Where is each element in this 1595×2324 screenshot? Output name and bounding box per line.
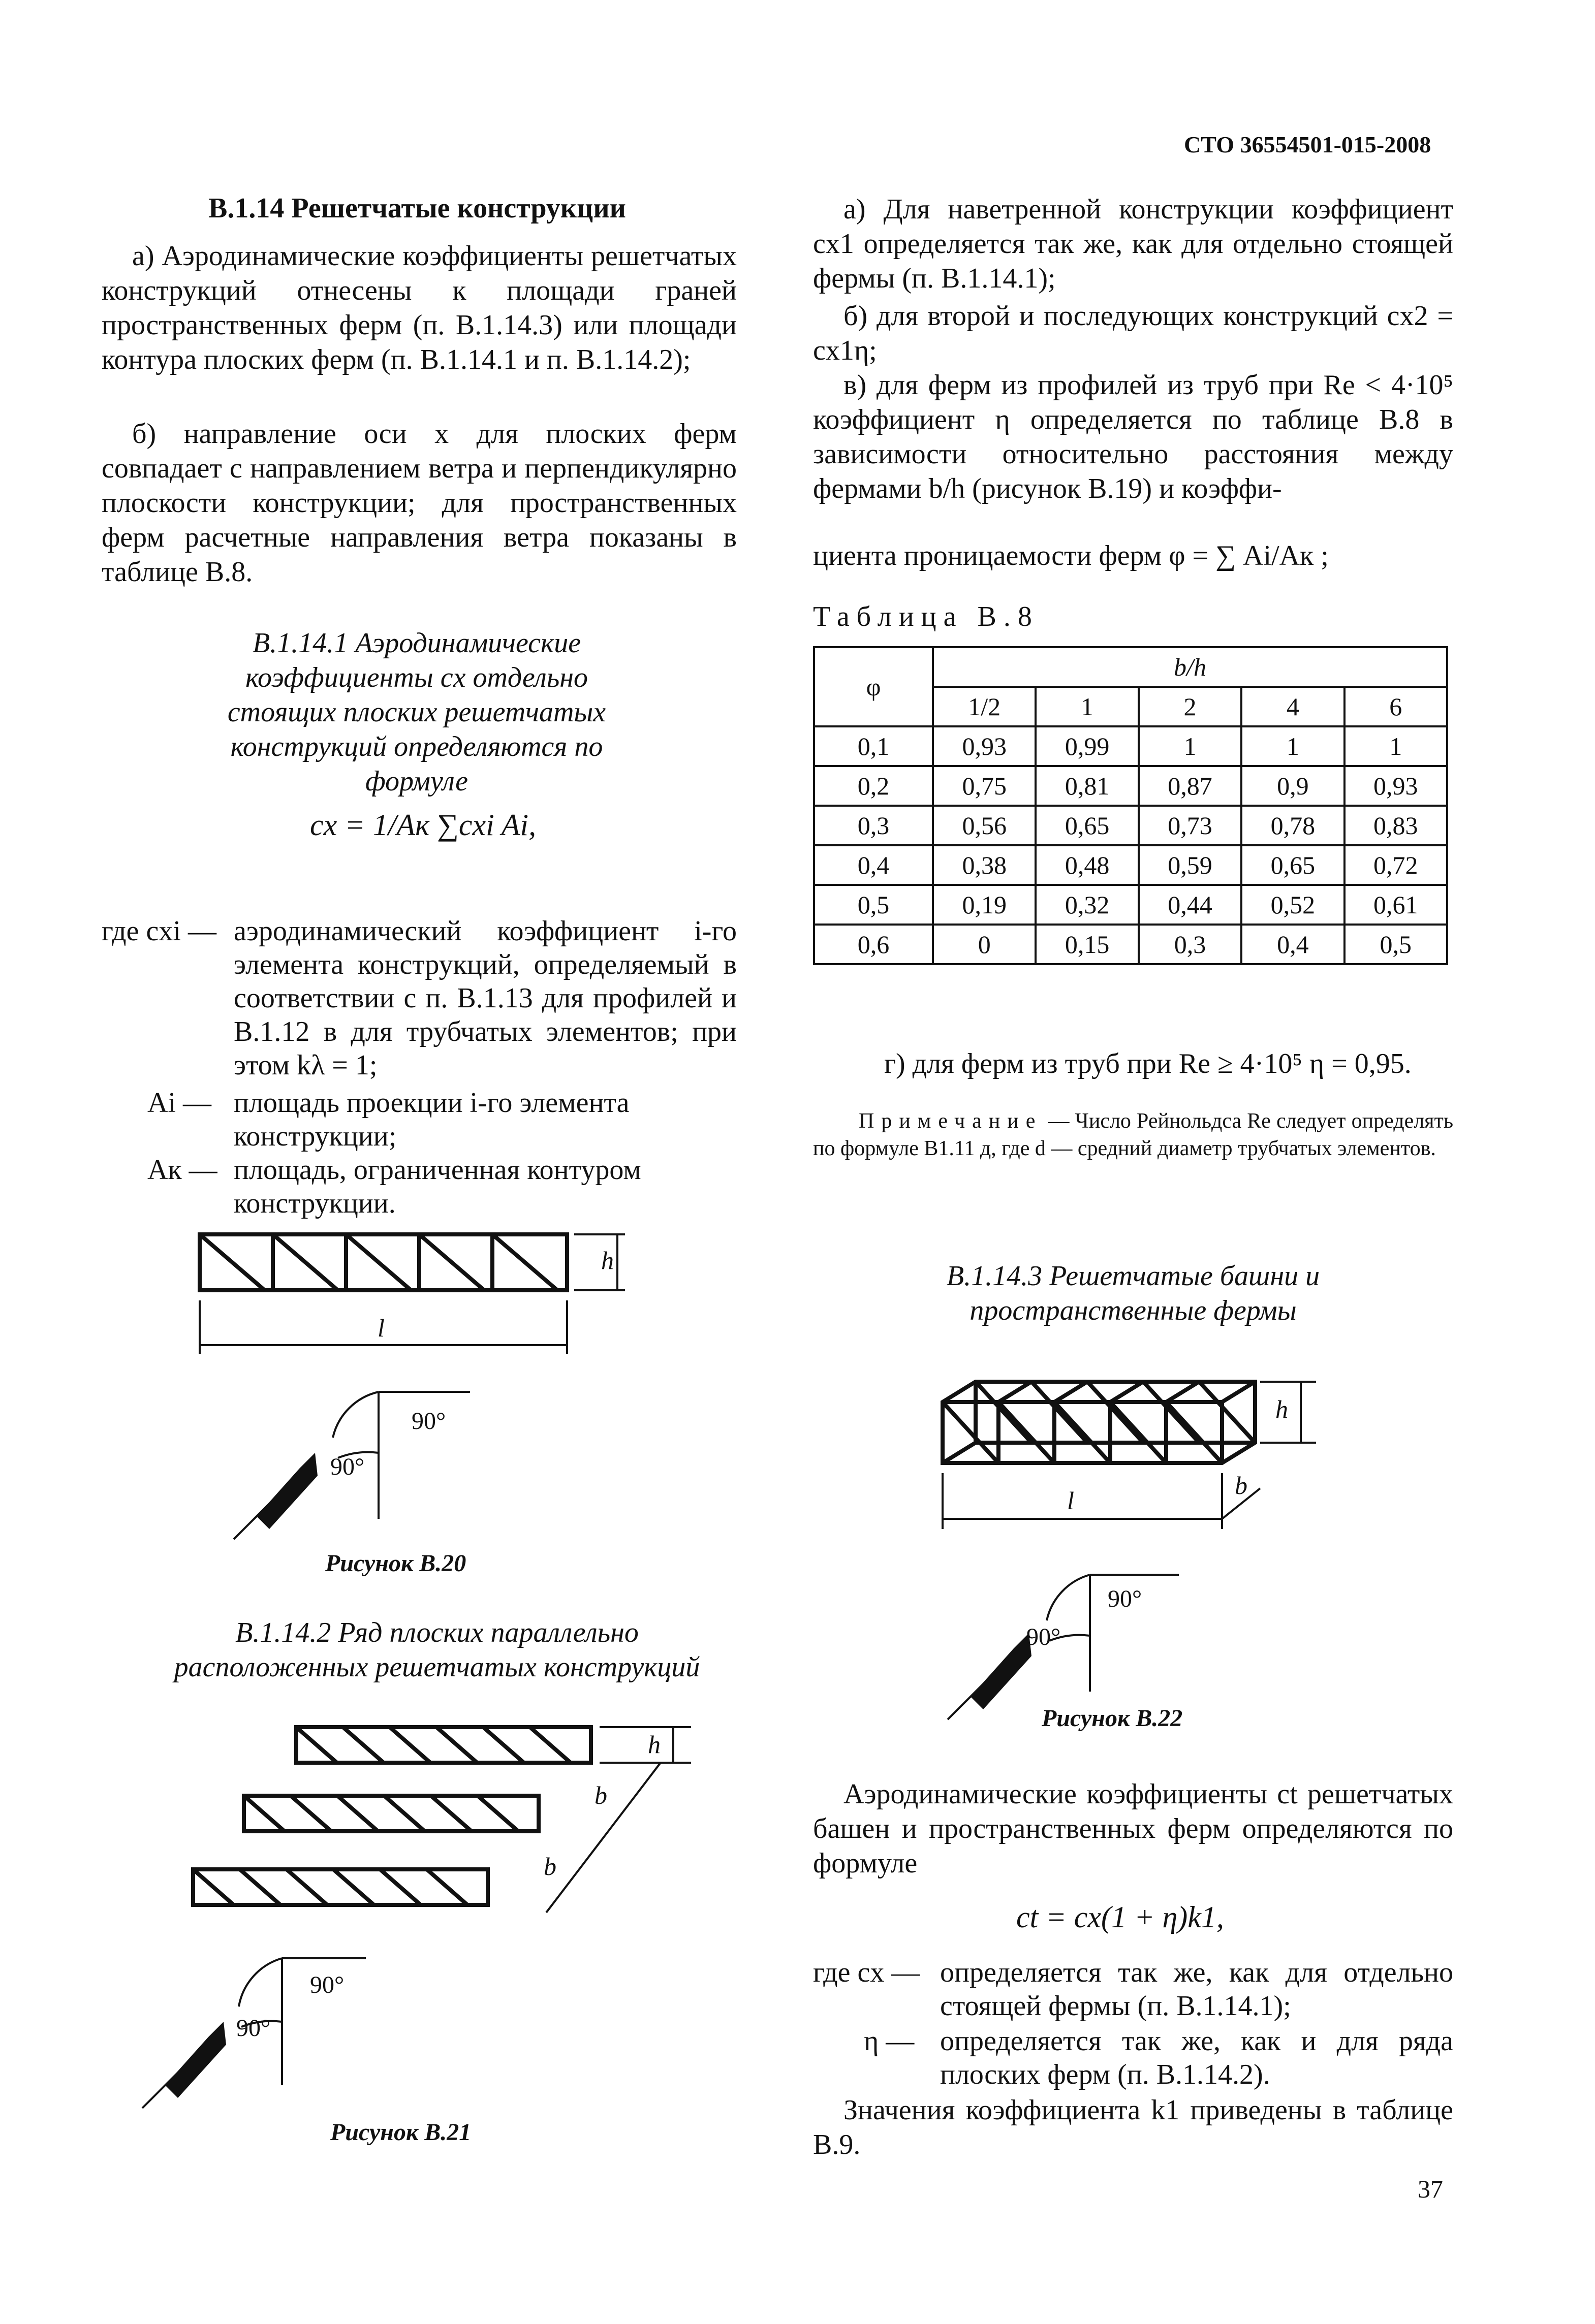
table-cell: 0,4	[814, 845, 933, 885]
subsection-3-title: В.1.14.3 Решетчатые башни и пространственные фермы	[946, 1260, 1320, 1326]
angle-label-b21-top: 90°	[310, 1971, 345, 1998]
table-cell: 0,19	[933, 885, 1036, 925]
table-cell: 0,52	[1241, 885, 1344, 925]
table-cell: 0,3	[814, 806, 933, 845]
paragraph-b: б) направление оси x для плоских ферм совпадает с направлением ветра и перпендикулярно плоскости конструкции; для пространственных ферм расчетные направления ветра показаны в таблице В.8.	[102, 418, 737, 588]
label-b-b21-upper: b	[595, 1781, 607, 1809]
definition-term-cx: где cx —	[813, 1957, 920, 1988]
table-cell: 0,1	[814, 726, 933, 766]
definition-text-eta: определяется так же, как и для ряда плоских ферм (п. В.1.14.2).	[940, 2025, 1453, 2090]
note-label: Примечание	[859, 1109, 1043, 1133]
table-cell: 0,99	[1036, 726, 1138, 766]
table-cell: 0,5	[1344, 925, 1447, 964]
document-code: СТО 36554501-015-2008	[1184, 132, 1431, 157]
table-cell: 1	[1344, 726, 1447, 766]
formula-cx: cx = 1/Aк ∑cxi Ai,	[310, 808, 537, 842]
table-cell: 0	[933, 925, 1036, 964]
table-cell: 0,83	[1344, 806, 1447, 845]
label-l-b22: l	[1067, 1486, 1074, 1515]
table-group-header: b/h	[933, 647, 1447, 687]
table-cell: 0,5	[814, 885, 933, 925]
angle-label-b21-bottom: 90°	[236, 2015, 271, 2042]
table-cell: 0,93	[1344, 766, 1447, 806]
table-cell: 1	[1241, 726, 1344, 766]
table-corner: φ	[814, 647, 933, 726]
angle-label-b20-top: 90°	[412, 1408, 446, 1435]
table-cell: 0,81	[1036, 766, 1138, 806]
right-paragraph-b: б) для второй и последующих конструкций cx2 = cx1η;	[813, 300, 1453, 366]
figure-b21-caption: Рисунок В.21	[330, 2119, 472, 2146]
table-col-header: 6	[1344, 687, 1447, 726]
table-cell: 0,48	[1036, 845, 1138, 885]
angle-label-b22-bottom: 90°	[1026, 1623, 1061, 1650]
table-cell: 0,59	[1139, 845, 1241, 885]
table-col-header: 1/2	[933, 687, 1036, 726]
table-cell: 0,56	[933, 806, 1036, 845]
table-cell: 0,65	[1036, 806, 1138, 845]
figure-b20-caption: Рисунок В.20	[325, 1550, 466, 1577]
table-cell: 0,72	[1344, 845, 1447, 885]
definition-term-ak: Aк —	[147, 1154, 217, 1186]
label-h-b22: h	[1275, 1395, 1288, 1423]
table-cell: 0,65	[1241, 845, 1344, 885]
table-cell: 0,44	[1139, 885, 1241, 925]
right-paragraph-v: в) для ферм из профилей из труб при Re < 4·10⁵ коэффициент η определяется по таблице В.8 в зависимости относительно расстояния между фермами b/h (рисунок В.19) и коэффи-	[813, 369, 1453, 504]
table-cell: 0,15	[1036, 925, 1138, 964]
definition-text-ai: площадь проекции i-го элемента конструкции;	[234, 1087, 630, 1152]
label-b-b22: b	[1235, 1471, 1247, 1500]
table-cell: 0,32	[1036, 885, 1138, 925]
right-paragraph-a: а) Для наветренной конструкции коэффициент cx1 определяется так же, как для отдельно стоящей фермы (п. В.1.14.1);	[813, 194, 1453, 294]
table-col-header: 4	[1241, 687, 1344, 726]
figure-b22-caption: Рисунок В.22	[1042, 1705, 1183, 1732]
definition-term-ai: Ai —	[147, 1087, 211, 1119]
paragraph-a: а) Аэродинамические коэффициенты решетчатых конструкций отнесены к площади граней пространственных ферм (п. В.1.14.3) или площади контура плоских ферм (п. В.1.14.1 и п. В.1.14.2);	[102, 240, 737, 375]
right-paragraph-ct: Аэродинамические коэффициенты ct решетчатых башен и пространственных ферм определяются по формуле	[813, 1778, 1453, 1879]
right-paragraph-g: г) для ферм из труб при Re ≥ 4·10⁵ η = 0,95.	[884, 1048, 1412, 1079]
right-paragraph-v-continued: циента проницаемости ферм φ = ∑ Ai/Aк ;	[813, 540, 1329, 571]
page-number: 37	[1418, 2175, 1443, 2203]
label-h-b20: h	[601, 1246, 614, 1275]
table-cell: 1	[1139, 726, 1241, 766]
table-cell: 0,4	[1241, 925, 1344, 964]
table-cell: 0,6	[814, 925, 933, 964]
definition-term-cxi: где cxi —	[102, 915, 216, 947]
table-col-header: 1	[1036, 687, 1138, 726]
table-cell: 0,78	[1241, 806, 1344, 845]
label-h-b21: h	[648, 1730, 661, 1759]
subsection-2-title: В.1.14.2 Ряд плоских параллельно расположенных решетчатых конструкций	[174, 1617, 700, 1683]
table-cell: 0,61	[1344, 885, 1447, 925]
table-cell: 0,2	[814, 766, 933, 806]
label-l-b20: l	[378, 1314, 385, 1342]
table-cell: 0,3	[1139, 925, 1241, 964]
table-cell: 0,75	[933, 766, 1036, 806]
formula-ct: ct = cx(1 + η)k1,	[1016, 1900, 1224, 1934]
subsection-1-title: В.1.14.1 Аэродинамические коэффициенты cx отдельно стоящих плоских решетчатых конструкций определяются по формуле	[227, 627, 606, 797]
note-text: — Число Рейнольдса Re следует определять по формуле В1.11 д, где d — средний диаметр трубчатых элементов.	[813, 1109, 1453, 1160]
table-title: Таблица В.8	[813, 601, 1039, 632]
table-cell: 0,73	[1139, 806, 1241, 845]
definition-text-ak: площадь, ограниченная контуром конструкции.	[234, 1154, 641, 1219]
table-cell: 0,93	[933, 726, 1036, 766]
section-title: В.1.14 Решетчатые конструкции	[208, 193, 626, 224]
definition-text-cx: определяется так же, как для отдельно стоящей фермы (п. В.1.14.1);	[940, 1957, 1453, 2022]
table-col-header: 2	[1139, 687, 1241, 726]
table-cell: 0,87	[1139, 766, 1241, 806]
table-cell: 0,38	[933, 845, 1036, 885]
right-paragraph-k1: Значения коэффициента k1 приведены в таблице В.9.	[813, 2094, 1453, 2160]
definition-term-eta: η —	[864, 2025, 915, 2057]
definition-text-cxi: аэродинамический коэффициент i-го элемента конструкций, определяемый в соответствии с п. В.1.13 для профилей и В.1.12 в для трубчатых элементов; при этом kλ = 1;	[234, 915, 737, 1081]
label-b-b21-lower: b	[544, 1852, 556, 1881]
table-cell: 0,9	[1241, 766, 1344, 806]
angle-label-b22-top: 90°	[1108, 1585, 1142, 1612]
angle-label-b20-bottom: 90°	[330, 1453, 365, 1480]
